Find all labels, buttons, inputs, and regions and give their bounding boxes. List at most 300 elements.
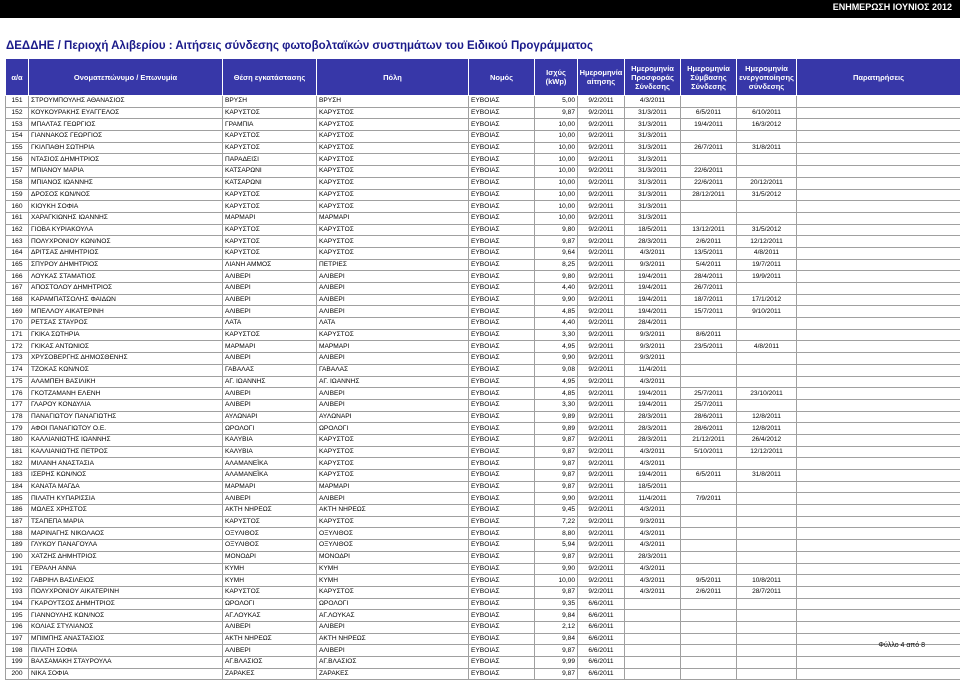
cell-power: 9,99 bbox=[535, 657, 578, 669]
table-row bbox=[6, 189, 960, 201]
cell-activation-date bbox=[737, 598, 797, 610]
cell-city: ΩΡΟΛΟΓΙ bbox=[317, 598, 469, 610]
cell-power: 10,00 bbox=[535, 131, 578, 143]
cell-aa: 164 bbox=[6, 247, 29, 259]
cell-city: ΚΑΡΥΣΤΟΣ bbox=[317, 201, 469, 213]
cell-application-date: 9/2/2011 bbox=[578, 376, 625, 388]
cell-location: ΚΑΛΥΒΙΑ bbox=[223, 446, 317, 458]
cell-activation-date bbox=[737, 657, 797, 669]
cell-contract-date bbox=[681, 598, 737, 610]
cell-power: 9,90 bbox=[535, 294, 578, 306]
cell-activation-date bbox=[737, 376, 797, 388]
cell-power: 9,87 bbox=[535, 668, 578, 680]
cell-prefecture: ΕΥΒΟΙΑΣ bbox=[469, 668, 535, 680]
cell-offer-date: 4/3/2011 bbox=[625, 505, 681, 517]
table-row bbox=[6, 598, 960, 610]
cell-application-date: 9/2/2011 bbox=[578, 470, 625, 482]
cell-power: 8,25 bbox=[535, 259, 578, 271]
cell-remarks bbox=[797, 668, 960, 680]
cell-activation-date bbox=[737, 353, 797, 365]
cell-contract-date: 28/6/2011 bbox=[681, 423, 737, 435]
cell-city: ΚΑΡΥΣΤΟΣ bbox=[317, 166, 469, 178]
cell-prefecture: ΕΥΒΟΙΑΣ bbox=[469, 481, 535, 493]
col-header-remarks: Παρατηρήσεις bbox=[797, 59, 960, 96]
cell-city: ΜΑΡΜΑΡΙ bbox=[317, 341, 469, 353]
cell-offer-date: 28/3/2011 bbox=[625, 411, 681, 423]
cell-prefecture: ΕΥΒΟΙΑΣ bbox=[469, 598, 535, 610]
cell-prefecture: ΕΥΒΟΙΑΣ bbox=[469, 470, 535, 482]
cell-city: ΜΑΡΜΑΡΙ bbox=[317, 481, 469, 493]
cell-application-date: 9/2/2011 bbox=[578, 107, 625, 119]
cell-location: ΚΥΜΗ bbox=[223, 575, 317, 587]
cell-prefecture: ΕΥΒΟΙΑΣ bbox=[469, 166, 535, 178]
cell-remarks bbox=[797, 586, 960, 598]
cell-aa: 151 bbox=[6, 96, 29, 108]
cell-aa: 157 bbox=[6, 166, 29, 178]
cell-prefecture: ΕΥΒΟΙΑΣ bbox=[469, 551, 535, 563]
cell-contract-date: 18/7/2011 bbox=[681, 294, 737, 306]
cell-application-date: 9/2/2011 bbox=[578, 119, 625, 131]
cell-contract-date: 23/5/2011 bbox=[681, 341, 737, 353]
cell-application-date: 6/6/2011 bbox=[578, 633, 625, 645]
cell-power: 5,94 bbox=[535, 540, 578, 552]
cell-power: 10,00 bbox=[535, 166, 578, 178]
cell-prefecture: ΕΥΒΟΙΑΣ bbox=[469, 271, 535, 283]
cell-contract-date: 21/12/2011 bbox=[681, 434, 737, 446]
cell-remarks bbox=[797, 399, 960, 411]
cell-activation-date bbox=[737, 563, 797, 575]
cell-aa: 153 bbox=[6, 119, 29, 131]
cell-contract-date bbox=[681, 201, 737, 213]
cell-power: 9,87 bbox=[535, 481, 578, 493]
cell-aa: 165 bbox=[6, 259, 29, 271]
cell-remarks bbox=[797, 388, 960, 400]
cell-contract-date bbox=[681, 551, 737, 563]
table-row bbox=[6, 131, 960, 143]
cell-aa: 169 bbox=[6, 306, 29, 318]
page-title: ΔΕΔΔΗΕ / Περιοχή Αλιβερίου : Αιτήσεις σύνδεσης φωτοβολταϊκών συστημάτων του Ειδικού Προγράμματος bbox=[6, 40, 593, 52]
cell-contract-date bbox=[681, 505, 737, 517]
cell-aa: 175 bbox=[6, 376, 29, 388]
cell-aa: 184 bbox=[6, 481, 29, 493]
cell-offer-date: 9/3/2011 bbox=[625, 329, 681, 341]
cell-offer-date: 19/4/2011 bbox=[625, 283, 681, 295]
cell-prefecture: ΕΥΒΟΙΑΣ bbox=[469, 399, 535, 411]
cell-power: 4,95 bbox=[535, 341, 578, 353]
cell-contract-date bbox=[681, 516, 737, 528]
cell-location: ΑΛΙΒΕΡΙ bbox=[223, 271, 317, 283]
cell-city: ΚΑΡΥΣΤΟΣ bbox=[317, 247, 469, 259]
cell-activation-date bbox=[737, 96, 797, 108]
cell-contract-date bbox=[681, 364, 737, 376]
cell-power: 9,87 bbox=[535, 645, 578, 657]
cell-name: ΓΙΑΝΝΑΚΟΣ ΓΕΩΡΓΙΟΣ bbox=[29, 131, 223, 143]
cell-city: ΑΛΙΒΕΡΙ bbox=[317, 645, 469, 657]
cell-offer-date: 31/3/2011 bbox=[625, 142, 681, 154]
cell-prefecture: ΕΥΒΟΙΑΣ bbox=[469, 446, 535, 458]
cell-aa: 183 bbox=[6, 470, 29, 482]
cell-offer-date bbox=[625, 668, 681, 680]
cell-name: ΝΙΚΑ ΣΟΦΙΑ bbox=[29, 668, 223, 680]
cell-contract-date: 28/4/2011 bbox=[681, 271, 737, 283]
cell-prefecture: ΕΥΒΟΙΑΣ bbox=[469, 645, 535, 657]
cell-application-date: 9/2/2011 bbox=[578, 516, 625, 528]
table-row bbox=[6, 621, 960, 633]
cell-activation-date bbox=[737, 399, 797, 411]
cell-power: 10,00 bbox=[535, 212, 578, 224]
cell-activation-date: 17/1/2012 bbox=[737, 294, 797, 306]
cell-prefecture: ΕΥΒΟΙΑΣ bbox=[469, 586, 535, 598]
cell-activation-date bbox=[737, 131, 797, 143]
cell-name: ΜΩΛΕΣ ΧΡΗΣΤΟΣ bbox=[29, 505, 223, 517]
cell-offer-date bbox=[625, 598, 681, 610]
table-row bbox=[6, 96, 960, 108]
cell-city: ΑΚΤΗ ΝΗΡΕΩΣ bbox=[317, 633, 469, 645]
cell-offer-date: 4/3/2011 bbox=[625, 458, 681, 470]
cell-name: ΜΠΙΑΝΟΥ ΜΑΡΙΑ bbox=[29, 166, 223, 178]
cell-prefecture: ΕΥΒΟΙΑΣ bbox=[469, 224, 535, 236]
cell-activation-date bbox=[737, 212, 797, 224]
cell-power: 10,00 bbox=[535, 201, 578, 213]
cell-application-date: 9/2/2011 bbox=[578, 364, 625, 376]
cell-power: 10,00 bbox=[535, 189, 578, 201]
cell-remarks bbox=[797, 493, 960, 505]
cell-name: ΑΦΟΙ ΠΑΝΑΓΙΩΤΟΥ Ο.Ε. bbox=[29, 423, 223, 435]
cell-name: ΜΙΛΑΝΗ ΑΝΑΣΤΑΣΙΑ bbox=[29, 458, 223, 470]
cell-name: ΚΑΛΛΙΑΝΙΩΤΗΣ ΠΕΤΡΟΣ bbox=[29, 446, 223, 458]
cell-city: ΚΑΡΥΣΤΟΣ bbox=[317, 434, 469, 446]
cell-city: ΑΛΙΒΕΡΙ bbox=[317, 283, 469, 295]
cell-city: ΑΓ.ΒΛΑΣΙΟΣ bbox=[317, 657, 469, 669]
cell-application-date: 6/6/2011 bbox=[578, 645, 625, 657]
cell-offer-date: 19/4/2011 bbox=[625, 470, 681, 482]
cell-city: ΚΥΜΗ bbox=[317, 575, 469, 587]
cell-location: ΑΛΙΒΕΡΙ bbox=[223, 399, 317, 411]
cell-application-date: 6/6/2011 bbox=[578, 621, 625, 633]
table-row bbox=[6, 364, 960, 376]
cell-prefecture: ΕΥΒΟΙΑΣ bbox=[469, 575, 535, 587]
cell-city: ΚΑΡΥΣΤΟΣ bbox=[317, 107, 469, 119]
cell-activation-date bbox=[737, 610, 797, 622]
cell-name: ΤΣΑΠΕΠΑ ΜΑΡΙΑ bbox=[29, 516, 223, 528]
cell-application-date: 9/2/2011 bbox=[578, 131, 625, 143]
cell-application-date: 9/2/2011 bbox=[578, 247, 625, 259]
cell-aa: 179 bbox=[6, 423, 29, 435]
cell-aa: 199 bbox=[6, 657, 29, 669]
cell-activation-date bbox=[737, 668, 797, 680]
cell-location: ΑΛΙΒΕΡΙ bbox=[223, 283, 317, 295]
cell-power: 10,00 bbox=[535, 142, 578, 154]
cell-activation-date bbox=[737, 633, 797, 645]
cell-prefecture: ΕΥΒΟΙΑΣ bbox=[469, 434, 535, 446]
cell-activation-date bbox=[737, 283, 797, 295]
cell-power: 9,45 bbox=[535, 505, 578, 517]
cell-prefecture: ΕΥΒΟΙΑΣ bbox=[469, 493, 535, 505]
cell-power: 5,00 bbox=[535, 96, 578, 108]
cell-prefecture: ΕΥΒΟΙΑΣ bbox=[469, 131, 535, 143]
cell-name: ΙΣΕΡΗΣ ΚΩΝ/ΝΟΣ bbox=[29, 470, 223, 482]
cell-location: ΚΑΡΥΣΤΟΣ bbox=[223, 107, 317, 119]
cell-prefecture: ΕΥΒΟΙΑΣ bbox=[469, 376, 535, 388]
cell-location: ΑΛΑΜΑΝΕΪΚΑ bbox=[223, 458, 317, 470]
cell-offer-date: 31/3/2011 bbox=[625, 107, 681, 119]
col-header-contract-date: Ημερομηνία Σύμβασης Σύνδεσης bbox=[681, 59, 737, 96]
cell-power: 7,22 bbox=[535, 516, 578, 528]
cell-city: ΑΛΙΒΕΡΙ bbox=[317, 493, 469, 505]
cell-aa: 188 bbox=[6, 528, 29, 540]
cell-name: ΓΚΙΚΑ ΣΩΤΗΡΙΑ bbox=[29, 329, 223, 341]
cell-aa: 193 bbox=[6, 586, 29, 598]
cell-power: 9,80 bbox=[535, 271, 578, 283]
cell-aa: 182 bbox=[6, 458, 29, 470]
cell-location: ΛΑΤΑ bbox=[223, 318, 317, 330]
cell-application-date: 9/2/2011 bbox=[578, 236, 625, 248]
cell-activation-date bbox=[737, 505, 797, 517]
cell-power: 9,87 bbox=[535, 434, 578, 446]
cell-aa: 161 bbox=[6, 212, 29, 224]
cell-application-date: 9/2/2011 bbox=[578, 154, 625, 166]
cell-offer-date: 31/3/2011 bbox=[625, 154, 681, 166]
cell-application-date: 9/2/2011 bbox=[578, 446, 625, 458]
cell-application-date: 9/2/2011 bbox=[578, 353, 625, 365]
cell-name: ΧΑΡΑΓΚΙΩΝΗΣ ΙΩΑΝΝΗΣ bbox=[29, 212, 223, 224]
cell-application-date: 9/2/2011 bbox=[578, 306, 625, 318]
cell-offer-date: 18/5/2011 bbox=[625, 481, 681, 493]
cell-power: 9,89 bbox=[535, 423, 578, 435]
cell-city: ΚΑΡΥΣΤΟΣ bbox=[317, 154, 469, 166]
cell-application-date: 9/2/2011 bbox=[578, 271, 625, 283]
cell-city: ΟΞΥΛΙΘΟΣ bbox=[317, 540, 469, 552]
cell-aa: 172 bbox=[6, 341, 29, 353]
cell-contract-date: 6/5/2011 bbox=[681, 470, 737, 482]
cell-name: ΓΑΒΡΙΗΛ ΒΑΣΙΛΕΙΟΣ bbox=[29, 575, 223, 587]
cell-offer-date: 19/4/2011 bbox=[625, 306, 681, 318]
cell-location: ΑΓ. ΙΩΑΝΝΗΣ bbox=[223, 376, 317, 388]
cell-prefecture: ΕΥΒΟΙΑΣ bbox=[469, 540, 535, 552]
cell-location: ΚΑΡΥΣΤΟΣ bbox=[223, 516, 317, 528]
page-footer: Φύλλο 4 από 8 bbox=[878, 642, 925, 649]
cell-power: 4,95 bbox=[535, 376, 578, 388]
cell-prefecture: ΕΥΒΟΙΑΣ bbox=[469, 411, 535, 423]
cell-offer-date: 31/3/2011 bbox=[625, 189, 681, 201]
table-row bbox=[6, 586, 960, 598]
cell-application-date: 9/2/2011 bbox=[578, 341, 625, 353]
cell-aa: 195 bbox=[6, 610, 29, 622]
table-row bbox=[6, 668, 960, 680]
cell-aa: 160 bbox=[6, 201, 29, 213]
cell-offer-date: 4/3/2011 bbox=[625, 540, 681, 552]
cell-activation-date: 31/5/2012 bbox=[737, 224, 797, 236]
cell-application-date: 9/2/2011 bbox=[578, 423, 625, 435]
cell-city: ΚΑΡΥΣΤΟΣ bbox=[317, 119, 469, 131]
cell-power: 9,90 bbox=[535, 353, 578, 365]
cell-contract-date: 15/7/2011 bbox=[681, 306, 737, 318]
cell-city: ΚΑΡΥΣΤΟΣ bbox=[317, 142, 469, 154]
table-row bbox=[6, 610, 960, 622]
cell-name: ΣΤΡΟΥΜΠΟΥΛΗΣ ΑΘΑΝΑΣΙΟΣ bbox=[29, 96, 223, 108]
cell-location: ΑΛΙΒΕΡΙ bbox=[223, 388, 317, 400]
cell-power: 10,00 bbox=[535, 575, 578, 587]
cell-power: 9,87 bbox=[535, 470, 578, 482]
cell-offer-date: 28/4/2011 bbox=[625, 318, 681, 330]
cell-contract-date bbox=[681, 633, 737, 645]
cell-activation-date: 4/8/2011 bbox=[737, 341, 797, 353]
cell-remarks bbox=[797, 283, 960, 295]
cell-prefecture: ΕΥΒΟΙΑΣ bbox=[469, 212, 535, 224]
cell-power: 9,87 bbox=[535, 236, 578, 248]
cell-prefecture: ΕΥΒΟΙΑΣ bbox=[469, 259, 535, 271]
table-row bbox=[6, 271, 960, 283]
cell-aa: 192 bbox=[6, 575, 29, 587]
cell-city: ΚΑΡΥΣΤΟΣ bbox=[317, 189, 469, 201]
cell-location: ΜΑΡΜΑΡΙ bbox=[223, 341, 317, 353]
cell-city: ΚΑΡΥΣΤΟΣ bbox=[317, 329, 469, 341]
cell-application-date: 9/2/2011 bbox=[578, 224, 625, 236]
cell-name: ΓΚΙΛΠΑΘΗ ΣΩΤΗΡΙΑ bbox=[29, 142, 223, 154]
cell-name: ΣΠΥΡΟΥ ΔΗΜΗΤΡΙΟΣ bbox=[29, 259, 223, 271]
cell-location: ΑΚΤΗ ΝΗΡΕΩΣ bbox=[223, 505, 317, 517]
table-row bbox=[6, 446, 960, 458]
table-row bbox=[6, 318, 960, 330]
cell-contract-date bbox=[681, 458, 737, 470]
cell-aa: 163 bbox=[6, 236, 29, 248]
cell-application-date: 9/2/2011 bbox=[578, 563, 625, 575]
cell-offer-date: 4/3/2011 bbox=[625, 575, 681, 587]
cell-name: ΓΚΑΡΟΥΤΣΟΣ ΔΗΜΗΤΡΙΟΣ bbox=[29, 598, 223, 610]
cell-city: ΑΛΙΒΕΡΙ bbox=[317, 353, 469, 365]
cell-activation-date bbox=[737, 493, 797, 505]
cell-application-date: 9/2/2011 bbox=[578, 411, 625, 423]
cell-aa: 167 bbox=[6, 283, 29, 295]
cell-application-date: 9/2/2011 bbox=[578, 540, 625, 552]
table-row bbox=[6, 294, 960, 306]
table-row bbox=[6, 166, 960, 178]
cell-offer-date: 19/4/2011 bbox=[625, 294, 681, 306]
cell-power: 9,90 bbox=[535, 493, 578, 505]
cell-offer-date: 4/3/2011 bbox=[625, 528, 681, 540]
cell-name: ΠΑΝΑΓΙΩΤΟΥ ΠΑΝΑΓΙΩΤΗΣ bbox=[29, 411, 223, 423]
cell-aa: 155 bbox=[6, 142, 29, 154]
cell-aa: 173 bbox=[6, 353, 29, 365]
cell-name: ΑΛΑΜΠΕΗ ΒΑΣΙΛΙΚΗ bbox=[29, 376, 223, 388]
cell-power: 3,30 bbox=[535, 329, 578, 341]
cell-location: ΚΑΡΥΣΤΟΣ bbox=[223, 224, 317, 236]
cell-activation-date: 12/8/2011 bbox=[737, 411, 797, 423]
cell-prefecture: ΕΥΒΟΙΑΣ bbox=[469, 364, 535, 376]
col-header-city: Πόλη bbox=[317, 59, 469, 96]
cell-contract-date: 26/7/2011 bbox=[681, 142, 737, 154]
cell-power: 10,00 bbox=[535, 154, 578, 166]
cell-aa: 198 bbox=[6, 645, 29, 657]
cell-name: ΚΑΛΛΙΑΝΙΩΤΗΣ ΙΩΑΝΝΗΣ bbox=[29, 434, 223, 446]
cell-application-date: 9/2/2011 bbox=[578, 551, 625, 563]
table-row bbox=[6, 423, 960, 435]
cell-application-date: 9/2/2011 bbox=[578, 434, 625, 446]
cell-application-date: 6/6/2011 bbox=[578, 657, 625, 669]
cell-offer-date: 4/3/2011 bbox=[625, 586, 681, 598]
cell-location: ΑΓ.ΛΟΥΚΑΣ bbox=[223, 610, 317, 622]
cell-location: ΓΑΒΑΛΑΣ bbox=[223, 364, 317, 376]
cell-remarks bbox=[797, 610, 960, 622]
cell-contract-date: 13/5/2011 bbox=[681, 247, 737, 259]
cell-contract-date bbox=[681, 481, 737, 493]
table-row bbox=[6, 388, 960, 400]
cell-aa: 156 bbox=[6, 154, 29, 166]
table-row bbox=[6, 551, 960, 563]
cell-contract-date bbox=[681, 353, 737, 365]
cell-application-date: 9/2/2011 bbox=[578, 329, 625, 341]
cell-aa: 159 bbox=[6, 189, 29, 201]
cell-location: ΚΥΜΗ bbox=[223, 563, 317, 575]
cell-location: ΑΚΤΗ ΝΗΡΕΩΣ bbox=[223, 633, 317, 645]
table-body bbox=[6, 96, 960, 680]
cell-activation-date: 26/4/2012 bbox=[737, 434, 797, 446]
cell-aa: 187 bbox=[6, 516, 29, 528]
cell-location: ΑΛΙΒΕΡΙ bbox=[223, 306, 317, 318]
table-row bbox=[6, 633, 960, 645]
cell-power: 3,30 bbox=[535, 399, 578, 411]
cell-prefecture: ΕΥΒΟΙΑΣ bbox=[469, 505, 535, 517]
cell-offer-date: 31/3/2011 bbox=[625, 201, 681, 213]
cell-activation-date bbox=[737, 540, 797, 552]
cell-offer-date: 31/3/2011 bbox=[625, 119, 681, 131]
cell-location: ΩΡΟΛΟΓΙ bbox=[223, 423, 317, 435]
cell-location: ΚΑΤΣΑΡΩΝΙ bbox=[223, 177, 317, 189]
cell-name: ΚΟΛΙΑΣ ΣΤΥΛΙΑΝΟΣ bbox=[29, 621, 223, 633]
cell-location: ΛΙΑΝΗ ΑΜΜΟΣ bbox=[223, 259, 317, 271]
cell-contract-date: 22/6/2011 bbox=[681, 166, 737, 178]
cell-application-date: 9/2/2011 bbox=[578, 575, 625, 587]
cell-contract-date bbox=[681, 154, 737, 166]
cell-aa: 200 bbox=[6, 668, 29, 680]
cell-name: ΓΛΑΡΟΥ ΚΟΝΔΥΛΙΑ bbox=[29, 399, 223, 411]
cell-activation-date: 19/9/2011 bbox=[737, 271, 797, 283]
table-row bbox=[6, 224, 960, 236]
cell-city: ΚΑΡΥΣΤΟΣ bbox=[317, 224, 469, 236]
cell-contract-date: 19/4/2011 bbox=[681, 119, 737, 131]
cell-location: ΑΛΙΒΕΡΙ bbox=[223, 493, 317, 505]
cell-city: ΚΑΡΥΣΤΟΣ bbox=[317, 470, 469, 482]
cell-activation-date: 23/10/2011 bbox=[737, 388, 797, 400]
cell-remarks bbox=[797, 446, 960, 458]
cell-name: ΓΙΑΝΝΟΥΛΗΣ ΚΩΝ/ΝΟΣ bbox=[29, 610, 223, 622]
cell-application-date: 9/2/2011 bbox=[578, 586, 625, 598]
cell-application-date: 9/2/2011 bbox=[578, 294, 625, 306]
cell-name: ΒΑΛΣΑΜΑΚΗ ΣΤΑΥΡΟΥΛΑ bbox=[29, 657, 223, 669]
cell-prefecture: ΕΥΒΟΙΑΣ bbox=[469, 306, 535, 318]
cell-contract-date bbox=[681, 563, 737, 575]
cell-name: ΔΡΙΤΣΑΣ ΔΗΜΗΤΡΙΟΣ bbox=[29, 247, 223, 259]
cell-offer-date bbox=[625, 610, 681, 622]
table-row bbox=[6, 201, 960, 213]
cell-activation-date: 12/12/2011 bbox=[737, 446, 797, 458]
cell-offer-date: 19/4/2011 bbox=[625, 399, 681, 411]
cell-offer-date: 28/3/2011 bbox=[625, 434, 681, 446]
col-header-power: Ισχύς (kWp) bbox=[535, 59, 578, 96]
cell-city: ΑΛΙΒΕΡΙ bbox=[317, 399, 469, 411]
cell-offer-date: 4/3/2011 bbox=[625, 247, 681, 259]
cell-name: ΚΙΟΥΚΗ ΣΟΦΙΑ bbox=[29, 201, 223, 213]
cell-name: ΓΛΥΚΟΥ ΠΑΝΑΓΟΥΛΑ bbox=[29, 540, 223, 552]
cell-city: ΑΛΙΒΕΡΙ bbox=[317, 294, 469, 306]
cell-power: 9,87 bbox=[535, 551, 578, 563]
cell-remarks bbox=[797, 142, 960, 154]
cell-prefecture: ΕΥΒΟΙΑΣ bbox=[469, 177, 535, 189]
cell-contract-date: 5/4/2011 bbox=[681, 259, 737, 271]
table-row bbox=[6, 481, 960, 493]
cell-remarks bbox=[797, 318, 960, 330]
cell-remarks bbox=[797, 540, 960, 552]
